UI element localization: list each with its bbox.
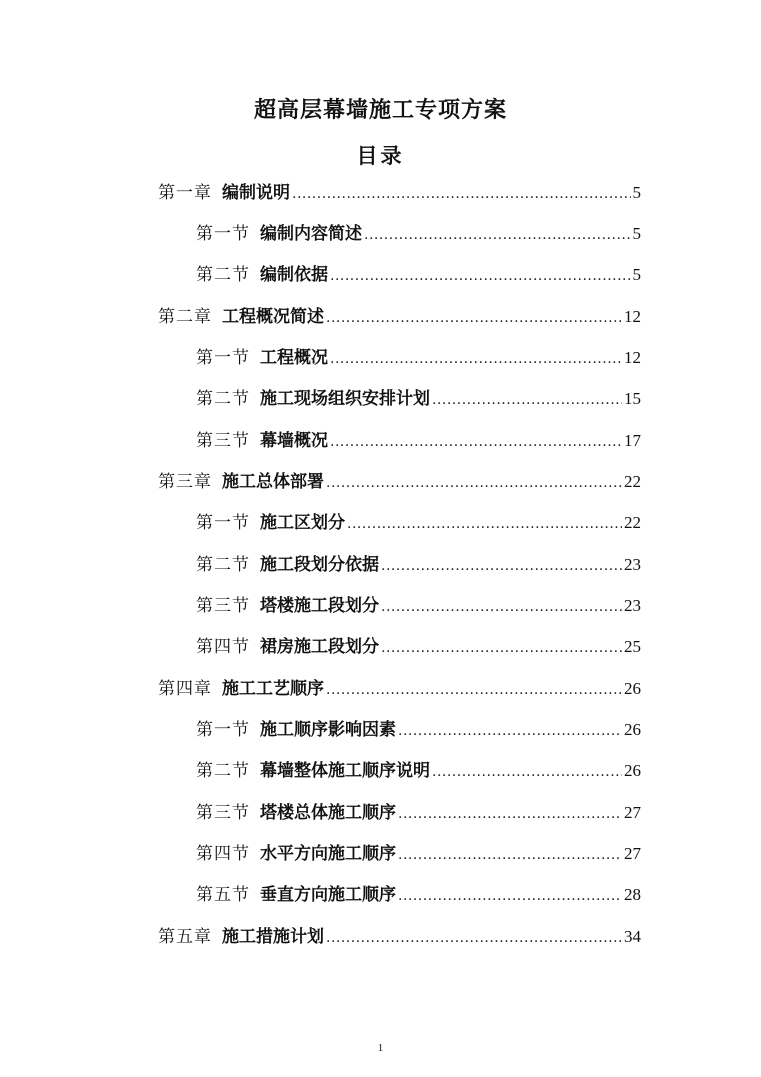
toc-heading: 目录 bbox=[356, 143, 405, 168]
toc-entry[interactable] bbox=[196, 591, 641, 621]
toc-entry-number: 第三节 bbox=[196, 803, 250, 823]
toc-entry[interactable] bbox=[158, 178, 641, 208]
toc-entry-title: 幕墙概况 bbox=[260, 431, 328, 451]
toc-entry-title: 工程概况 bbox=[260, 348, 328, 368]
toc-entry-number: 第一节 bbox=[196, 348, 250, 368]
toc-entry-page: 26 bbox=[624, 761, 641, 780]
toc-entry-number: 第一节 bbox=[196, 513, 250, 533]
toc-entry[interactable] bbox=[158, 922, 641, 952]
dot-leader bbox=[381, 633, 622, 663]
dot-leader bbox=[326, 675, 622, 705]
toc-entry-title: 幕墙整体施工顺序说明 bbox=[260, 761, 430, 781]
toc-entry-page: 5 bbox=[632, 224, 641, 243]
toc-entry-number: 第二节 bbox=[196, 761, 250, 781]
toc-entry[interactable] bbox=[196, 219, 641, 249]
toc-entry-number: 第三节 bbox=[196, 596, 250, 616]
toc-entry-title: 施工措施计划 bbox=[222, 927, 324, 947]
dot-leader bbox=[330, 344, 622, 374]
dot-leader bbox=[330, 261, 631, 291]
toc-entry-title: 裙房施工段划分 bbox=[260, 637, 379, 657]
toc-entry[interactable] bbox=[196, 880, 641, 910]
toc-entry-number: 第五章 bbox=[158, 927, 212, 947]
toc-entry[interactable] bbox=[158, 302, 641, 332]
toc-entry-number: 第四章 bbox=[158, 679, 212, 699]
toc-entry[interactable] bbox=[196, 715, 641, 745]
toc-entry[interactable] bbox=[196, 550, 641, 580]
toc-entry[interactable] bbox=[196, 343, 641, 373]
page-number: 1 bbox=[377, 1042, 384, 1054]
toc-entry[interactable] bbox=[196, 426, 641, 456]
toc-entry-number: 第二节 bbox=[196, 389, 250, 409]
document-title: 超高层幕墙施工专项方案 bbox=[253, 97, 507, 123]
toc-entry-title: 塔楼施工段划分 bbox=[260, 596, 379, 616]
dot-leader bbox=[398, 799, 622, 829]
toc-entry[interactable] bbox=[158, 674, 641, 704]
dot-leader bbox=[347, 509, 622, 539]
toc-entry-title: 编制内容简述 bbox=[260, 224, 362, 244]
toc-entry-page: 25 bbox=[624, 637, 641, 656]
dot-leader bbox=[381, 592, 622, 622]
toc-entry[interactable] bbox=[196, 632, 641, 662]
toc-entry-title: 施工顺序影响因素 bbox=[260, 720, 396, 740]
toc-entry-number: 第一章 bbox=[158, 183, 212, 203]
toc-entry-title: 施工现场组织安排计划 bbox=[260, 389, 430, 409]
dot-leader bbox=[432, 385, 622, 415]
dot-leader bbox=[326, 468, 622, 498]
toc-entry-page: 34 bbox=[624, 927, 641, 946]
dot-leader bbox=[398, 881, 622, 911]
toc-entry-page: 17 bbox=[624, 431, 641, 450]
toc-entry[interactable] bbox=[196, 839, 641, 869]
toc-entry-page: 15 bbox=[624, 389, 641, 408]
toc-entry-title: 施工段划分依据 bbox=[260, 555, 379, 575]
toc-entry-page: 26 bbox=[624, 679, 641, 698]
toc-entry-page: 26 bbox=[624, 720, 641, 739]
toc-entry-page: 5 bbox=[632, 183, 641, 202]
toc-entry-title: 编制依据 bbox=[260, 265, 328, 285]
toc-entry[interactable] bbox=[196, 384, 641, 414]
toc-entry-page: 28 bbox=[624, 885, 641, 904]
dot-leader bbox=[398, 840, 622, 870]
toc-entry-number: 第一节 bbox=[196, 720, 250, 740]
dot-leader bbox=[432, 757, 622, 787]
toc-entry-number: 第四节 bbox=[196, 844, 250, 864]
dot-leader bbox=[326, 923, 622, 953]
toc-entry-page: 5 bbox=[632, 265, 641, 284]
toc-entry-title: 垂直方向施工顺序 bbox=[260, 885, 396, 905]
toc-entry-number: 第二章 bbox=[158, 307, 212, 327]
toc-entry-title: 施工区划分 bbox=[260, 513, 345, 533]
toc-entry-page: 22 bbox=[624, 513, 641, 532]
toc-entry[interactable] bbox=[196, 508, 641, 538]
dot-leader bbox=[292, 179, 631, 209]
toc-entry-title: 编制说明 bbox=[222, 183, 290, 203]
toc-entry-number: 第五节 bbox=[196, 885, 250, 905]
toc-entry-number: 第二节 bbox=[196, 265, 250, 285]
toc-entry-number: 第二节 bbox=[196, 555, 250, 575]
toc-entry-page: 12 bbox=[624, 348, 641, 367]
toc-entry-page: 22 bbox=[624, 472, 641, 491]
toc-entry-page: 12 bbox=[624, 307, 641, 326]
toc-entry-title: 施工工艺顺序 bbox=[222, 679, 324, 699]
toc-entry-page: 23 bbox=[624, 555, 641, 574]
toc-entry[interactable] bbox=[196, 260, 641, 290]
toc-entry-number: 第三节 bbox=[196, 431, 250, 451]
dot-leader bbox=[398, 716, 622, 746]
dot-leader bbox=[326, 303, 622, 333]
dot-leader bbox=[364, 220, 631, 250]
toc-entry-title: 水平方向施工顺序 bbox=[260, 844, 396, 864]
toc-entry-title: 施工总体部署 bbox=[222, 472, 324, 492]
toc-entry-number: 第三章 bbox=[158, 472, 212, 492]
toc-entry-page: 27 bbox=[624, 844, 641, 863]
dot-leader bbox=[330, 427, 622, 457]
toc-entry-number: 第一节 bbox=[196, 224, 250, 244]
toc-entry-page: 27 bbox=[624, 803, 641, 822]
toc-entry[interactable] bbox=[196, 756, 641, 786]
toc-entry[interactable] bbox=[196, 798, 641, 828]
toc-entry-title: 工程概况简述 bbox=[222, 307, 324, 327]
toc-entry-title: 塔楼总体施工顺序 bbox=[260, 803, 396, 823]
toc-entry-number: 第四节 bbox=[196, 637, 250, 657]
dot-leader bbox=[381, 551, 622, 581]
toc-entry-page: 23 bbox=[624, 596, 641, 615]
toc-entry[interactable] bbox=[158, 467, 641, 497]
